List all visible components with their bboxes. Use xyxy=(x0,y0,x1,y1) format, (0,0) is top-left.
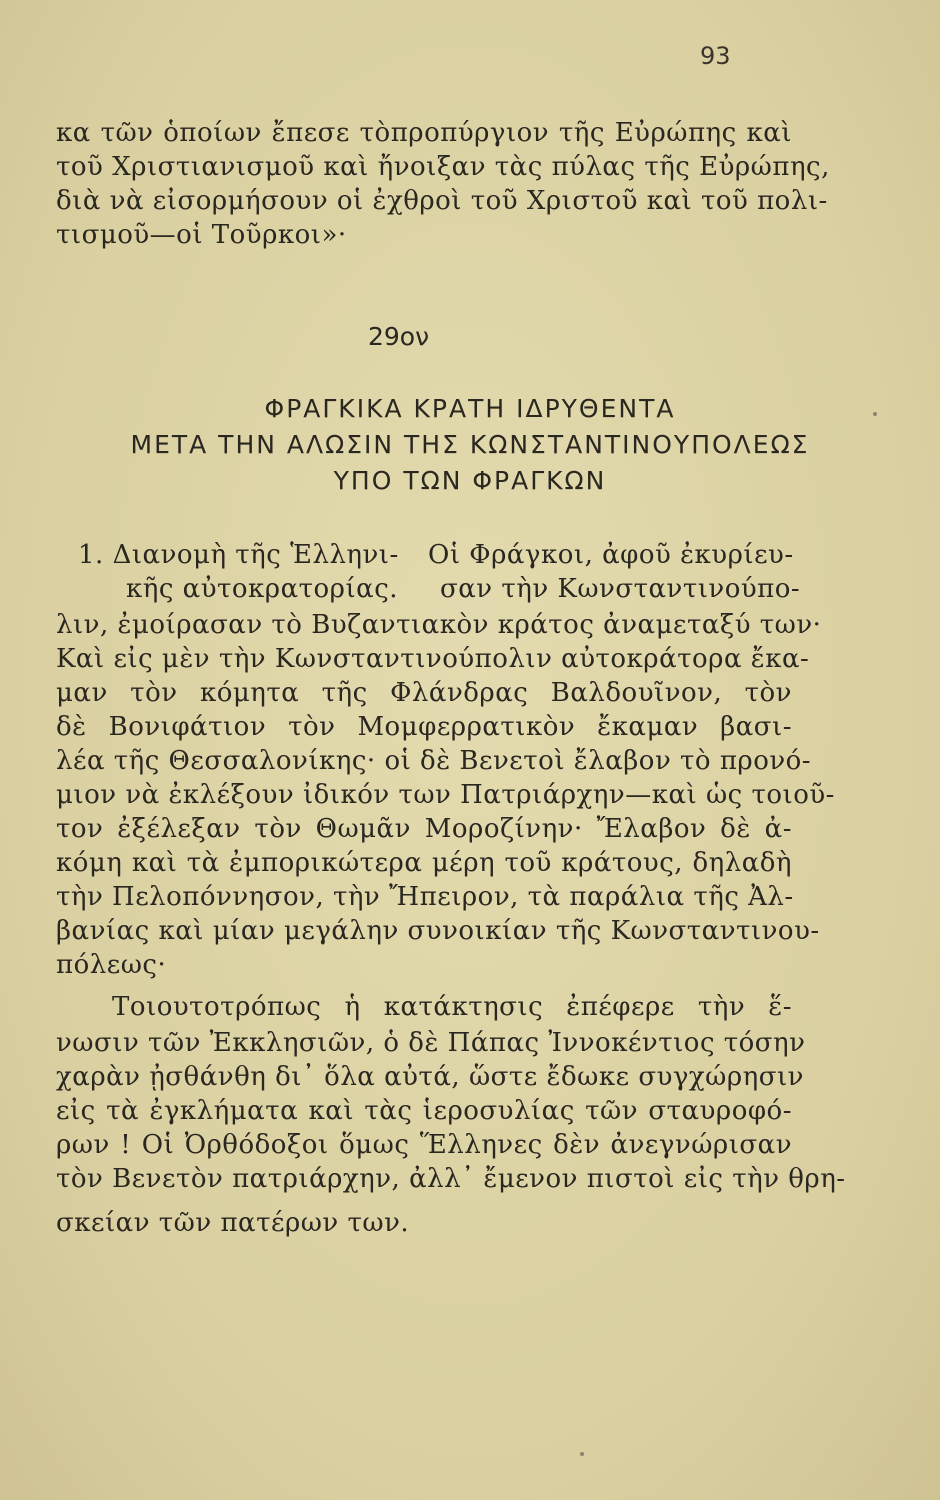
section-title-line: 1. Διανομὴ τῆς Ἑλληνι- xyxy=(78,540,399,570)
body-line: μιον νὰ ἐκλέξουν ἰδικόν των Πατριάρχην—καὶ ὡς τοιοῦ- xyxy=(56,780,835,810)
section-title-line: κῆς αὐτοκρατορίας. xyxy=(126,574,399,604)
paragraph-line: τὸν Βενετὸν πατριάρχην, ἀλλ᾽ ἔμενον πιστοὶ εἰς τὴν θρη- xyxy=(56,1164,846,1194)
body-line: τον ἐξέλεξαν τὸν Θωμᾶν Μοροζίνην· Ἔλαβον δὲ ἀ- xyxy=(56,814,792,844)
section-text-line: σαν τὴν Κωνσταντινούπο- xyxy=(440,574,801,604)
paragraph-line: νωσιν τῶν Ἐκκλησιῶν, ὁ δὲ Πάπας Ἰννοκέντιος τόσην xyxy=(56,1028,806,1058)
paragraph-line: εἰς τὰ ἐγκλήματα καὶ τὰς ἱεροσυλίας τῶν σταυροφό- xyxy=(56,1096,792,1126)
paper-speck xyxy=(580,1452,584,1456)
body-line: κόμη καὶ τὰ ἐμπορικώτερα μέρη τοῦ κράτους, δηλαδὴ xyxy=(56,848,792,878)
chapter-heading-line: ΥΠΟ ΤΩΝ ΦΡΑΓΚΩΝ xyxy=(333,466,607,495)
intro-line: διὰ νὰ εἰσορμήσουν οἱ ἐχθροὶ τοῦ Χριστοῦ καὶ τοῦ πολι- xyxy=(56,186,828,216)
chapter-number: 29ον xyxy=(368,322,430,351)
paragraph-line: σκείαν τῶν πατέρων των. xyxy=(56,1208,410,1238)
body-line: Καὶ εἰς μὲν τὴν Κωνσταντινούπολιν αὐτοκράτορα ἔκα- xyxy=(56,644,810,674)
chapter-heading-line: ΜΕΤΑ ΤΗΝ ΑΛΩΣΙΝ ΤΗΣ ΚΩΝΣΤΑΝΤΙΝΟΥΠΟΛΕΩΣ xyxy=(130,430,810,459)
body-line: βανίας καὶ μίαν μεγάλην συνοικίαν τῆς Κωνσταντινου- xyxy=(56,916,820,946)
intro-line: τοῦ Χριστιανισμοῦ καὶ ἤνοιξαν τὰς πύλας τῆς Εὐρώπης, xyxy=(56,152,830,182)
page-number: 93 xyxy=(700,42,731,70)
intro-line: κα τῶν ὁποίων ἔπεσε τὸπροπύργιον τῆς Εὐρώπης καὶ xyxy=(56,118,792,148)
chapter-heading-line: ΦΡΑΓΚΙΚΑ ΚΡΑΤΗ ΙΔΡΥΘΕΝΤΑ xyxy=(264,394,676,423)
body-line: τὴν Πελοπόννησον, τὴν Ἤπειρον, τὰ παράλια τῆς Ἀλ- xyxy=(56,882,794,912)
body-line: δὲ Βονιφάτιον τὸν Μομφερρατικὸν ἔκαμαν βασι- xyxy=(56,712,792,742)
paper-speck xyxy=(873,412,877,416)
paragraph-line: Τοιουτοτρόπως ἡ κατάκτησις ἐπέφερε τὴν ἕ- xyxy=(112,992,792,1022)
body-line: μαν τὸν κόμητα τῆς Φλάνδρας Βαλδουῖνον, τὸν xyxy=(56,678,792,708)
paragraph-line: ρων ! Οἱ Ὀρθόδοξοι ὅμως Ἕλληνες δὲν ἀνεγνώρισαν xyxy=(56,1130,792,1160)
intro-line: τισμοῦ—οἱ Τοῦρκοι»· xyxy=(56,220,347,250)
section-text-line: Οἱ Φράγκοι, ἀφοῦ ἐκυρίευ- xyxy=(428,540,794,570)
paragraph-line: χαρὰν ᾐσθάνθη δι᾽ ὅλα αὐτά, ὥστε ἔδωκε συγχώρησιν xyxy=(56,1062,804,1092)
body-line: λιν, ἐμοίρασαν τὸ Βυζαντιακὸν κράτος ἀναμεταξύ των· xyxy=(56,610,822,640)
body-line: λέα τῆς Θεσσαλονίκης· οἱ δὲ Βενετοὶ ἔλαβον τὸ προνό- xyxy=(56,746,812,776)
body-line: πόλεως· xyxy=(56,950,167,980)
